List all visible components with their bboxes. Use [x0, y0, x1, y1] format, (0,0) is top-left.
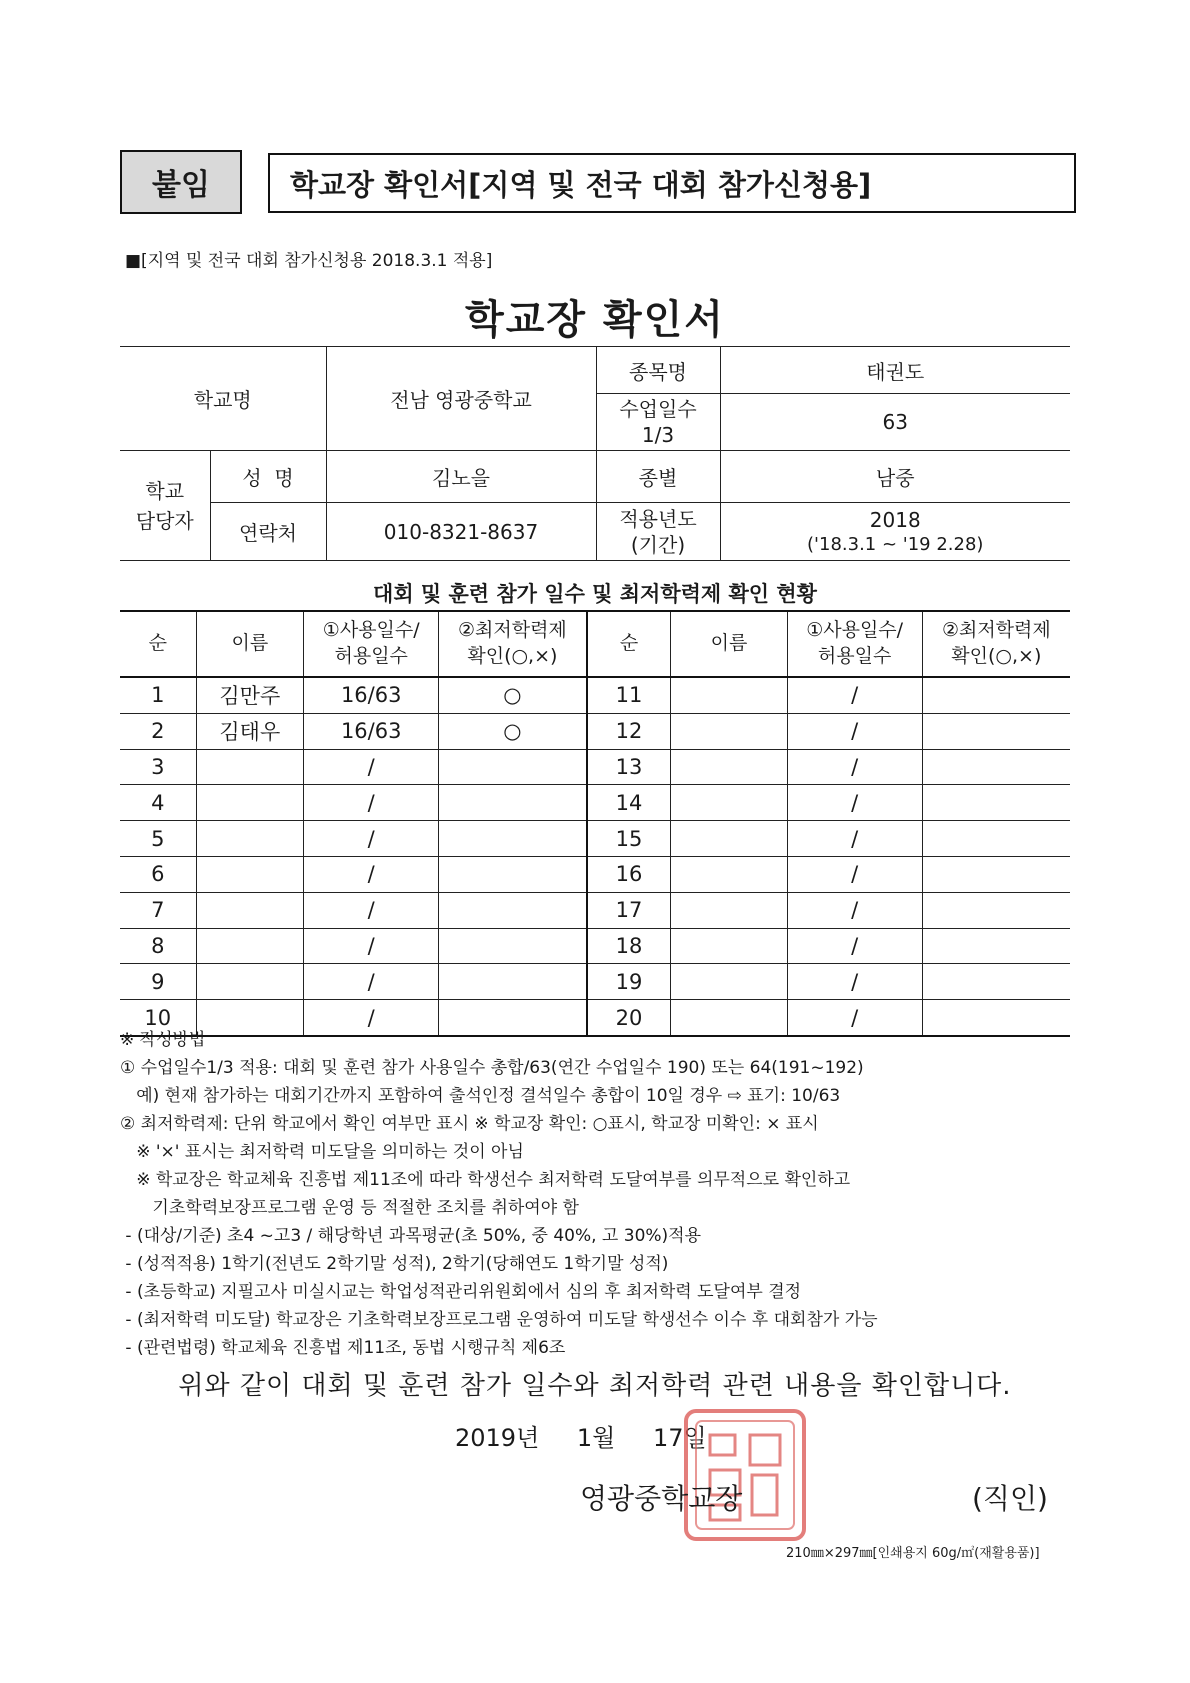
- table-row: [120, 892, 1070, 928]
- academic-check: [922, 677, 1070, 713]
- academic-check: [439, 892, 587, 928]
- col-header-usage: ①사용일수/ 허용일수: [304, 611, 439, 677]
- row-number: 8: [120, 928, 196, 964]
- date-year: 2019년: [455, 1424, 540, 1452]
- usage-days: /: [787, 1000, 922, 1036]
- instruction-line: ② 최저학력제: 단위 학교에서 확인 여부만 표시 ※ 학교장 확인: ○표시, 학교장 미확인: × 표시: [120, 1114, 819, 1134]
- usage-days: /: [304, 821, 439, 857]
- name-value: 김노을: [326, 451, 596, 503]
- table-row: [120, 964, 1070, 1000]
- instruction-line: ※ 작성방법: [120, 1030, 206, 1050]
- athlete-name: [671, 677, 787, 713]
- header-title: 학교장 확인서[지역 및 전국 대회 참가신청용]: [290, 167, 872, 202]
- table-row: [120, 785, 1070, 821]
- table-row: [120, 713, 1070, 749]
- athlete-name: [671, 713, 787, 749]
- table-row: [120, 677, 1070, 713]
- usage-days: /: [787, 821, 922, 857]
- attachment-badge-label: 붙임: [152, 168, 210, 203]
- academic-check: [922, 856, 1070, 892]
- gender-label: 종별: [596, 451, 720, 503]
- academic-check: [439, 856, 587, 892]
- usage-days: /: [787, 713, 922, 749]
- row-number: 15: [587, 821, 671, 857]
- athlete-name: [196, 749, 304, 785]
- row-number: 18: [587, 928, 671, 964]
- col-header-no: 순: [587, 611, 671, 677]
- year-value: 2018: [869, 507, 921, 532]
- usage-days: /: [304, 964, 439, 1000]
- year-label: 적용년도 (기간): [596, 503, 720, 561]
- name-label: 성 명: [210, 451, 326, 503]
- row-number: 20: [587, 1000, 671, 1036]
- instruction-line: ※ 학교장은 학교체육 진흥법 제11조에 따라 학생선수 최저학력 도달여부를 의무적으로 확인하고: [120, 1170, 851, 1190]
- contact-label: 연락처: [210, 503, 326, 561]
- row-number: 5: [120, 821, 196, 857]
- usage-days: /: [787, 856, 922, 892]
- issue-date: [455, 1418, 707, 1453]
- usage-days: 16/63: [304, 713, 439, 749]
- usage-days: 16/63: [304, 677, 439, 713]
- academic-check: [439, 821, 587, 857]
- academic-check: [922, 821, 1070, 857]
- date-day: 17일: [653, 1424, 707, 1452]
- athlete-name: [671, 785, 787, 821]
- athlete-name: [196, 928, 304, 964]
- contact-value: 010-8321-8637: [326, 503, 596, 561]
- row-number: 16: [587, 856, 671, 892]
- row-number: 2: [120, 713, 196, 749]
- usage-days: /: [304, 785, 439, 821]
- instruction-line: 예) 현재 참가하는 대회기간까지 포함하여 출석인정 결석일수 총합이 10일 경우 ⇨ 표기: 10/63: [120, 1086, 841, 1106]
- staff-label: 학교 담당자: [120, 451, 210, 561]
- year-cell: [720, 503, 1070, 561]
- athlete-name: 김만주: [196, 677, 304, 713]
- col-header-check: ②최저학력제 확인(○,×): [439, 611, 587, 677]
- academic-check: [439, 749, 587, 785]
- academic-check: [922, 964, 1070, 1000]
- usage-days: /: [787, 749, 922, 785]
- athlete-name: [671, 928, 787, 964]
- col-header-usage: ①사용일수/ 허용일수: [787, 611, 922, 677]
- confirmation-text: 위와 같이 대회 및 훈련 참가 일수와 최저학력 관련 내용을 확인합니다.: [178, 1371, 1012, 1401]
- usage-days: /: [304, 928, 439, 964]
- instruction-line: - (초등학교) 지필고사 미실시교는 학업성적관리위원회에서 심의 후 최저학력 도달여부 결정: [120, 1282, 802, 1302]
- instruction-line: - (최저학력 미도달) 학교장은 기초학력보장프로그램 운영하여 미도달 학생선수 이수 후 대회참가 가능: [120, 1310, 878, 1330]
- section-title: 대회 및 훈련 참가 일수 및 최저학력제 확인 현황: [373, 582, 817, 606]
- usage-days: /: [787, 964, 922, 1000]
- athlete-name: [671, 856, 787, 892]
- row-number: 6: [120, 856, 196, 892]
- school-label: 학교명: [120, 347, 326, 451]
- athlete-name: 김태우: [196, 713, 304, 749]
- usage-days: /: [787, 677, 922, 713]
- row-number: 19: [587, 964, 671, 1000]
- table-row: [120, 821, 1070, 857]
- row-number: 1: [120, 677, 196, 713]
- usage-days: /: [304, 856, 439, 892]
- usage-days: /: [304, 749, 439, 785]
- paper-spec: 210㎜×297㎜[인쇄용지 60g/㎡(재활용품)]: [786, 1546, 1040, 1561]
- col-header-name: 이름: [671, 611, 787, 677]
- header-title-box: [268, 153, 1076, 213]
- gender-value: 남중: [720, 451, 1070, 503]
- academic-check: [439, 964, 587, 1000]
- signer-name: 영광중학교장: [580, 1482, 743, 1515]
- academic-check: [922, 785, 1070, 821]
- info-table: [120, 346, 1070, 561]
- athlete-name: [671, 964, 787, 1000]
- usage-days: /: [787, 785, 922, 821]
- table-row: [120, 856, 1070, 892]
- days-label: 수업일수 1/3: [596, 394, 720, 451]
- row-number: 14: [587, 785, 671, 821]
- table-header-row: [120, 611, 1070, 677]
- athlete-name: [671, 892, 787, 928]
- instruction-line: - (관련법령) 학교체육 진흥법 제11조, 동법 시행규칙 제6조: [120, 1338, 566, 1358]
- academic-check: [922, 928, 1070, 964]
- seal-label: (직인): [972, 1482, 1048, 1515]
- instruction-line: ① 수업일수1/3 적용: 대회 및 훈련 참가 사용일수 총합/63(연간 수업일수 190) 또는 64(191~192): [120, 1058, 864, 1078]
- usage-days: /: [787, 892, 922, 928]
- period-value: ('18.3.1 ~ '19 2.28): [807, 533, 984, 555]
- school-seal-icon: [680, 1405, 810, 1545]
- row-number: 4: [120, 785, 196, 821]
- event-label: 종목명: [596, 347, 720, 394]
- instruction-line: ※ '×' 표시는 최저학력 미도달을 의미하는 것이 아님: [120, 1142, 524, 1162]
- academic-check: [439, 785, 587, 821]
- instructions: [120, 1026, 1080, 1362]
- usage-days: /: [787, 928, 922, 964]
- row-number: 10: [120, 1000, 196, 1036]
- usage-days: /: [304, 892, 439, 928]
- row-number: 9: [120, 964, 196, 1000]
- col-header-name: 이름: [196, 611, 304, 677]
- attachment-badge: [120, 150, 242, 214]
- document-title: 학교장 확인서: [465, 297, 725, 343]
- athlete-name: [196, 821, 304, 857]
- row-number: 11: [587, 677, 671, 713]
- col-header-check: ②최저학력제 확인(○,×): [922, 611, 1070, 677]
- instruction-line: - (성적적용) 1학기(전년도 2학기말 성적), 2학기(당해연도 1학기말 성적): [120, 1254, 669, 1274]
- table-row: [120, 749, 1070, 785]
- date-month: 1월: [576, 1424, 616, 1452]
- usage-days: /: [304, 1000, 439, 1036]
- academic-check: ○: [439, 677, 587, 713]
- table-row: [120, 928, 1070, 964]
- row-number: 3: [120, 749, 196, 785]
- academic-check: [922, 713, 1070, 749]
- athlete-name: [196, 964, 304, 1000]
- instruction-line: - (대상/기준) 초4 ~고3 / 해당학년 과목평균(초 50%, 중 40%, 고 30%)적용: [120, 1226, 702, 1246]
- athlete-name: [196, 785, 304, 821]
- row-number: 17: [587, 892, 671, 928]
- school-value: 전남 영광중학교: [326, 347, 596, 451]
- academic-check: ○: [439, 713, 587, 749]
- academic-check: [439, 928, 587, 964]
- athlete-name: [196, 892, 304, 928]
- row-number: 13: [587, 749, 671, 785]
- instruction-line: 기초학력보장프로그램 운영 등 적절한 조치를 취하여야 함: [120, 1198, 579, 1218]
- applied-note: ■[지역 및 전국 대회 참가신청용 2018.3.1 적용]: [125, 251, 493, 271]
- academic-check: [922, 892, 1070, 928]
- days-value: 63: [720, 394, 1070, 451]
- athlete-name: [196, 856, 304, 892]
- row-number: 12: [587, 713, 671, 749]
- athlete-name: [671, 821, 787, 857]
- academic-check: [922, 749, 1070, 785]
- col-header-no: 순: [120, 611, 196, 677]
- athlete-name: [671, 749, 787, 785]
- participation-table: [120, 610, 1070, 1037]
- event-value: 태권도: [720, 347, 1070, 394]
- row-number: 7: [120, 892, 196, 928]
